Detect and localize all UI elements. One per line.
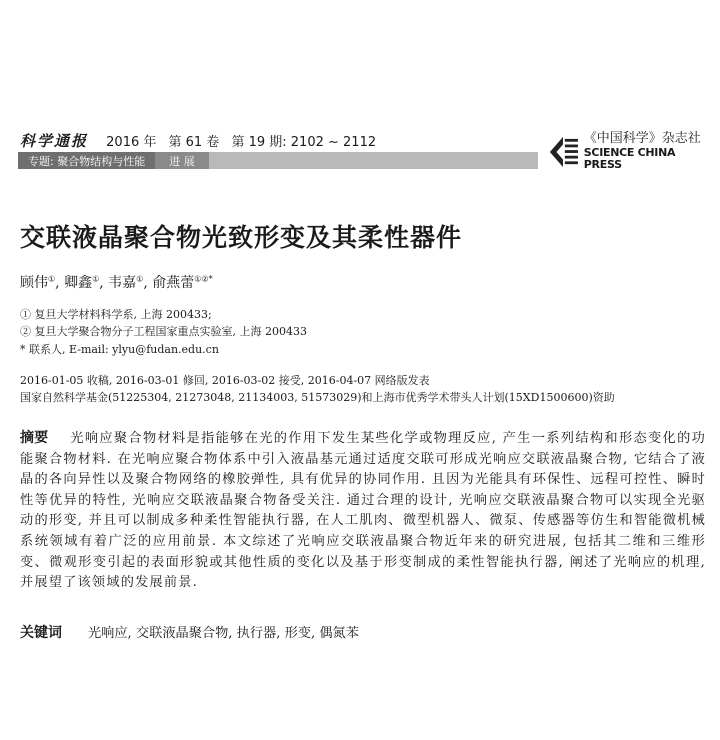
publisher-cn-name: 《中国科学》杂志社: [583, 130, 701, 146]
affiliation-2: ② 复旦大学聚合物分子工程国家重点实验室, 上海 200433: [20, 325, 307, 338]
author-name: 韦嘉: [108, 275, 137, 291]
journal-header: [20, 130, 376, 151]
funding-info: 国家自然科学基金(51225304, 21273048, 21134003, 51573029)和上海市优秀学术带头人计划(15XD1500600)资助: [20, 391, 615, 404]
author-name: 俞燕蕾: [152, 275, 195, 291]
science-china-press-icon: [548, 132, 580, 172]
topic-bar: [18, 152, 538, 169]
author-affiliation-mark: ①: [48, 274, 56, 284]
abstract-text: 光响应聚合物材料是指能够在光的作用下发生某些化学或物理反应, 产生一系列结构和形态变化的功能聚合物材料. 在光响应聚合物体系中引入液晶基元通过适度交联可形成光响应交联液晶聚合物, 它结合了液晶的各向异性以及聚合物网络的橡胶弹性, 具有优异的协同作用. 且因为光能具有环保性、远程可控性、瞬时性等优异的特性, 光响应交联液晶聚合物备受关注. 通过合理的设计, 光响应交联液晶聚合物可以实现全光驱动的形变, 并且可以制成多种柔性智能执行器, 在人工肌肉、微型机器人、微泵、传感器等仿生和智能微机械系统领域有着广泛的应用前景. 本文综述了光响应交联液晶聚合物近年来的研究进展, 包括其二维和三维形变、微观形变引起的表面形貌或其他性质的变化以及基于形变制成的柔性智能执行器, 阐述了光响应的机理, 并展望了该领域的发展前景.: [20, 431, 706, 591]
journal-year: 2016 年: [106, 135, 157, 150]
author-affiliation-mark: ①: [136, 274, 144, 284]
keywords-text: 光响应, 交联液晶聚合物, 执行器, 形变, 偶氮苯: [88, 626, 359, 641]
author-list: 顾伟①, 卿鑫①, 韦嘉①, 俞燕蕾①②*: [20, 274, 213, 291]
author-name: 顾伟: [20, 275, 48, 291]
contact-email: * 联系人, E-mail: ylyu@fudan.edu.cn: [20, 343, 219, 356]
journal-name: 科学通报: [20, 132, 89, 150]
abstract: [20, 428, 706, 594]
journal-issue: 第 19 期: 2102 ~ 2112: [231, 135, 377, 150]
affiliation-1: ① 复旦大学材料科学系, 上海 200433;: [20, 308, 212, 321]
section-type: 进 展: [169, 154, 195, 168]
keywords: [20, 622, 359, 642]
topic-label: 专题: 聚合物结构与性能: [18, 152, 155, 169]
publisher-logo: [548, 128, 708, 176]
article-dates: 2016-01-05 收稿, 2016-03-01 修回, 2016-03-02 接受, 2016-04-07 网络版发表: [20, 374, 430, 387]
article-title: 交联液晶聚合物光致形变及其柔性器件: [20, 223, 463, 252]
abstract-label: 摘要: [20, 430, 49, 446]
topic-bar-fill: [209, 152, 538, 169]
publisher-en-name: SCIENCE CHINA PRESS: [583, 145, 676, 172]
keywords-label: 关键词: [20, 625, 62, 641]
author-affiliation-mark: ①: [92, 274, 100, 284]
author-name: 卿鑫: [64, 275, 93, 291]
author-affiliation-mark: ①②*: [194, 274, 213, 284]
journal-volume: 第 61 卷: [168, 135, 220, 150]
